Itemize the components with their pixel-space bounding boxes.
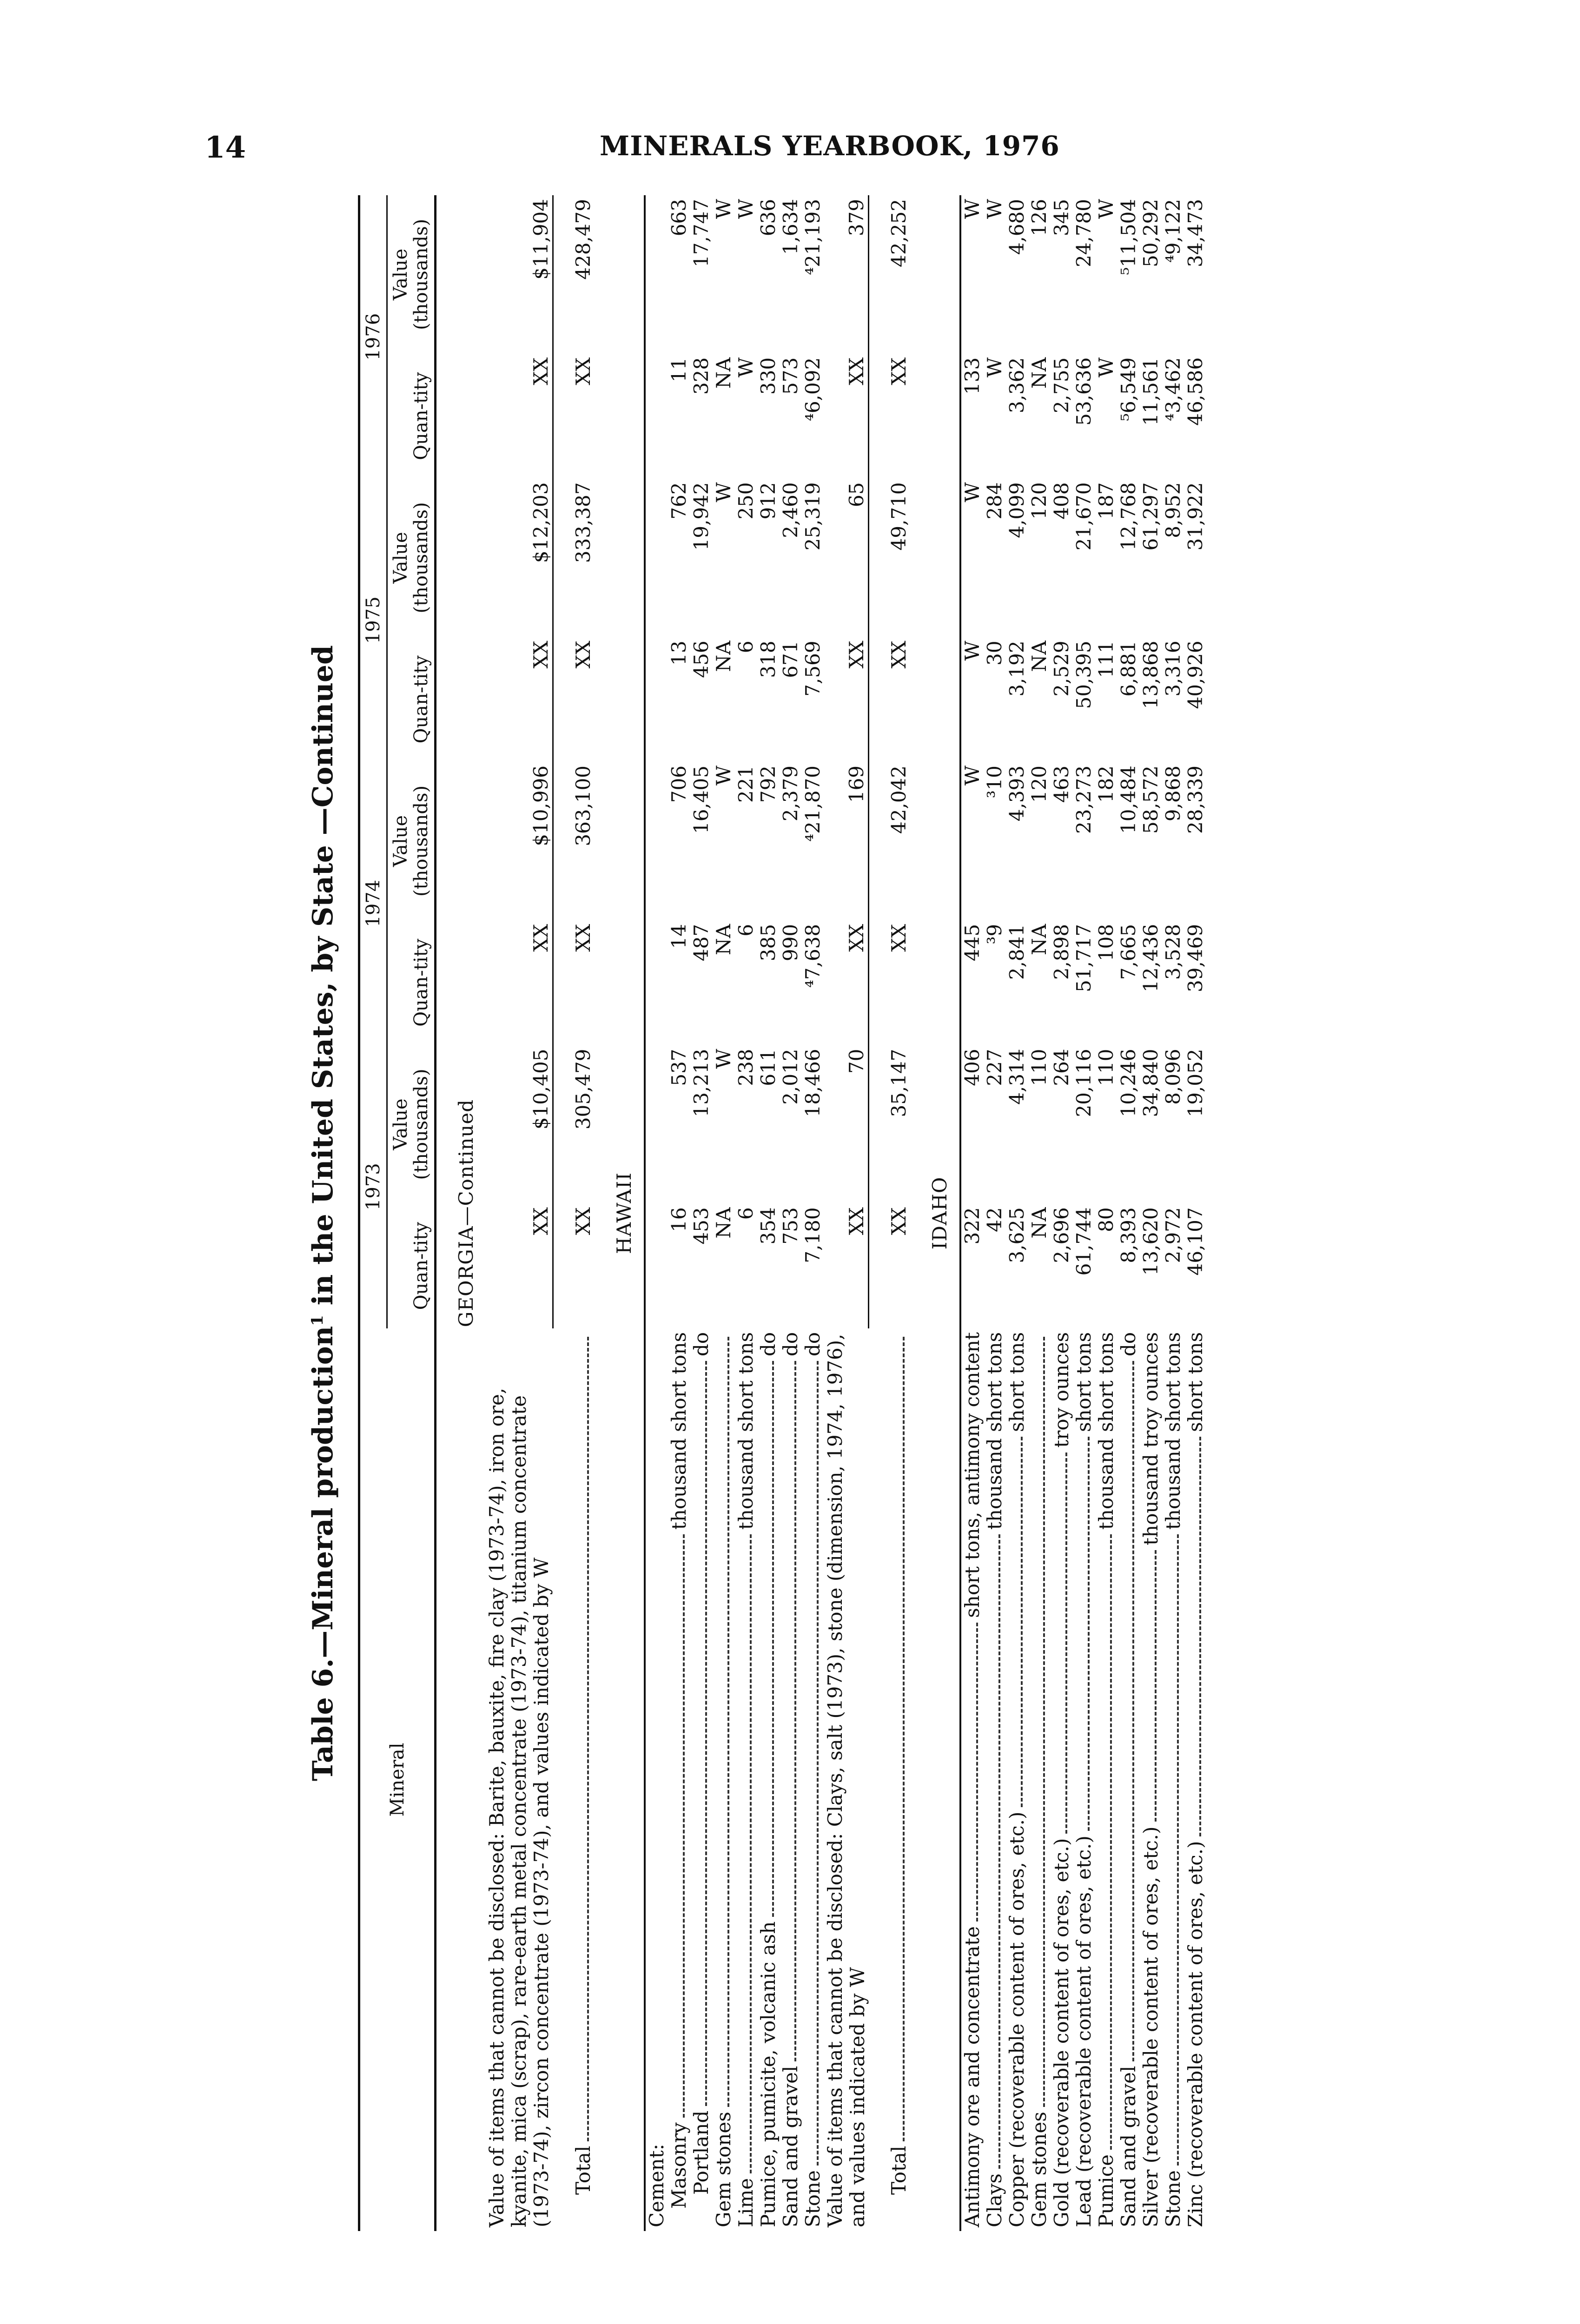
row-unit: thousand short tons [667, 1332, 690, 1530]
row-label: Portland [689, 2110, 713, 2195]
row-label: Gem stones [1028, 2112, 1051, 2227]
cell-value: 16 [667, 1207, 690, 1232]
table-row [735, 195, 757, 2231]
section-heading-hawaii: HAWAII [612, 1172, 635, 1254]
cell-value: XX [869, 354, 911, 479]
cell-value: 50,292 [1139, 199, 1162, 267]
row-unit: troy ounces [1050, 1332, 1073, 1448]
cell-value: W [712, 482, 735, 502]
row-label: Zinc (recoverable content of ores, etc.) [1184, 1841, 1207, 2227]
cell-value: 573 [779, 357, 802, 395]
cell-value: 61,744 [1072, 1207, 1095, 1276]
row-unit: thousand short tons [1095, 1332, 1117, 1530]
cell-value: 13,213 [689, 1049, 713, 1117]
cell-value: 34,840 [1139, 1049, 1162, 1117]
cell-value: 345 [1050, 199, 1073, 237]
cell-value: XX [845, 357, 868, 385]
row-unit: thousand troy ounces [1139, 1332, 1162, 1545]
cell-value: 25,319 [801, 482, 824, 551]
cell-value: $11,904 [529, 199, 552, 280]
cell-value: 4,099 [1005, 482, 1028, 538]
total-row [869, 195, 911, 2231]
cell-value: 39,469 [1184, 924, 1207, 992]
cell-value: 187 [1095, 482, 1117, 520]
cell-value: XX [529, 1207, 552, 1235]
cell-value: 7,665 [1117, 924, 1140, 980]
cell-value: 169 [845, 765, 868, 803]
cell-value: ⁵11,504 [1117, 199, 1140, 275]
cell-value: 250 [734, 482, 757, 520]
cell-value: XX [529, 357, 552, 385]
cell-value: 133 [961, 357, 984, 395]
cell-value: 463 [1050, 765, 1073, 803]
row-label: Gold (recoverable content of ores, etc.) [1050, 1838, 1073, 2227]
row-unit: short tons [1184, 1332, 1207, 1432]
table-row [984, 195, 1006, 2231]
table-row [486, 195, 553, 2231]
cell-value: 10,246 [1117, 1049, 1140, 1117]
cell-value: $10,405 [529, 1049, 552, 1130]
cell-value: XX [529, 924, 552, 952]
row-label: Copper (recoverable content of ores, etc.) [1005, 1811, 1028, 2227]
section-heading-georgia: GEORGIA—Continued [455, 1099, 477, 1327]
row-label: Sand and gravel [779, 2066, 802, 2227]
row-label: Lead (recoverable content of ores, etc.) [1072, 1835, 1095, 2227]
cell-value: 2,460 [779, 482, 802, 538]
cell-value: 6 [734, 924, 757, 937]
cell-value: 264 [1050, 1049, 1073, 1086]
row-label: Cement: [645, 2144, 668, 2227]
cell-value: 379 [845, 199, 868, 237]
cell-value: XX [529, 640, 552, 669]
cell-value: XX [845, 640, 868, 669]
table-row [780, 195, 802, 2231]
table-row [961, 195, 984, 2231]
cell-value: NA [712, 640, 735, 672]
column-header-quantity: Quan-tity [387, 354, 436, 479]
cell-value: NA [712, 1207, 735, 1239]
table-row [1140, 195, 1162, 2231]
table-row [713, 195, 735, 2231]
cell-value: 4,314 [1005, 1049, 1028, 1105]
cell-value: 333,387 [553, 479, 595, 637]
page-number: 14 [205, 130, 246, 165]
cell-value: NA [1028, 640, 1051, 672]
row-label: Antimony ore and concentrate [961, 1926, 984, 2227]
cell-value: 2,012 [779, 1049, 802, 1105]
column-header-value: Value (thousands) [387, 479, 436, 637]
cell-value: ⁴6,092 [801, 357, 824, 421]
total-row [553, 195, 595, 2231]
cell-value: 42,042 [869, 762, 911, 920]
cell-value: 12,436 [1139, 924, 1162, 992]
table-row [1184, 195, 1207, 2231]
row-label: Value of items that cannot be disclosed: Barite, bauxite, fire clay (1973-74), iron ore, kyanite, mica (scrap), rare-earth metal concentrate (1973-74), titanium concentrate (1973-74), zircon concentrate (1973-74), and values indicated by W [485, 1387, 553, 2227]
cell-value: ⁵6,549 [1117, 357, 1140, 421]
cell-value: 120 [1028, 765, 1051, 803]
row-unit: do [1117, 1332, 1140, 1357]
row-label: Gem stones [712, 2112, 735, 2227]
cell-value: 110 [1028, 1049, 1051, 1086]
row-label: Total [571, 2146, 595, 2195]
cell-value: 13,868 [1139, 640, 1162, 709]
table-row [1051, 195, 1073, 2231]
cell-value: 8,393 [1117, 1207, 1140, 1263]
cell-value: 2,696 [1050, 1207, 1073, 1263]
row-label: Stone [801, 2170, 824, 2227]
cell-value: 14 [667, 924, 690, 949]
cell-value: W [983, 357, 1006, 378]
cell-value: 792 [756, 765, 780, 803]
cell-value: $10,996 [529, 765, 552, 846]
cell-value: 363,100 [553, 762, 595, 920]
cell-value: 456 [689, 640, 713, 678]
table-row [757, 195, 780, 2231]
column-header-value: Value (thousands) [387, 762, 436, 920]
row-unit: do [689, 1332, 713, 1357]
cell-value: 2,841 [1005, 924, 1028, 980]
cell-value: 70 [845, 1049, 868, 1074]
cell-value: 990 [779, 924, 802, 962]
cell-value: W [961, 765, 984, 786]
row-unit: short tons, antimony content [961, 1332, 984, 1618]
table-row [646, 195, 668, 2231]
cell-value: W [961, 199, 984, 219]
cell-value: W [734, 357, 757, 378]
cell-value: NA [1028, 924, 1051, 955]
cell-value: XX [553, 1203, 595, 1328]
cell-value: 13 [667, 640, 690, 666]
cell-value: 2,755 [1050, 357, 1073, 414]
cell-value: 238 [734, 1049, 757, 1086]
cell-value: 2,379 [779, 765, 802, 822]
column-header-quantity: Quan-tity [387, 920, 436, 1045]
cell-value: 108 [1095, 924, 1117, 962]
table-row [1028, 195, 1051, 2231]
table-row [1095, 195, 1117, 2231]
cell-value: 40,926 [1184, 640, 1207, 709]
row-label: Silver (recoverable content of ores, etc.) [1139, 1826, 1162, 2227]
cell-value: 318 [756, 640, 780, 678]
cell-value: 3,192 [1005, 640, 1028, 697]
cell-value: 221 [734, 765, 757, 803]
table-row [1162, 195, 1184, 2231]
cell-value: 2,972 [1162, 1207, 1184, 1263]
cell-value: W [1095, 199, 1117, 219]
cell-value: 762 [667, 482, 690, 520]
row-label: Masonry [667, 2122, 690, 2209]
cell-value: XX [845, 924, 868, 952]
cell-value: 11 [667, 357, 690, 383]
cell-value: 50,395 [1072, 640, 1095, 709]
row-unit: thousand short tons [983, 1332, 1006, 1530]
rotated-table-page [297, 195, 1520, 2231]
row-label: Sand and gravel [1117, 2066, 1140, 2227]
column-header-year-1975: 1975 [359, 479, 387, 762]
cell-value: ⁴21,870 [801, 765, 824, 842]
cell-value: 19,052 [1184, 1049, 1207, 1117]
cell-value: 111 [1095, 640, 1117, 678]
cell-value: 34,473 [1184, 199, 1207, 267]
row-unit: thousand short tons [734, 1332, 757, 1530]
cell-value: 51,717 [1072, 924, 1095, 992]
column-header-quantity: Quan-tity [387, 1203, 436, 1328]
table-row [690, 195, 713, 2231]
cell-value: 10,484 [1117, 765, 1140, 834]
cell-value: W [712, 199, 735, 219]
row-label: Pumice [1095, 2154, 1117, 2227]
cell-value: $12,203 [529, 482, 552, 563]
cell-value: 912 [756, 482, 780, 520]
table-row [1117, 195, 1140, 2231]
cell-value: ⁴3,462 [1162, 357, 1184, 421]
cell-value: NA [1028, 1207, 1051, 1239]
cell-value: 3,528 [1162, 924, 1184, 980]
cell-value: 24,780 [1072, 199, 1095, 267]
table-row [668, 195, 690, 2231]
cell-value: 537 [667, 1049, 690, 1086]
cell-value: 42 [983, 1207, 1006, 1232]
cell-value: 182 [1095, 765, 1117, 803]
cell-value: 30 [983, 640, 1006, 666]
running-head: MINERALS YEARBOOK, 1976 [600, 130, 1060, 162]
cell-value: 31,922 [1184, 482, 1207, 551]
row-label: Clays [983, 2173, 1006, 2227]
row-unit: do [801, 1332, 824, 1357]
cell-value: 2,898 [1050, 924, 1073, 980]
cell-value: NA [712, 924, 735, 955]
mineral-production-table [358, 195, 1207, 2231]
cell-value: 11,561 [1139, 357, 1162, 426]
cell-value: 322 [961, 1207, 984, 1245]
table-row [802, 195, 824, 2231]
table-row [824, 195, 869, 2231]
cell-value: 12,768 [1117, 482, 1140, 551]
cell-value: XX [553, 354, 595, 479]
cell-value: 671 [779, 640, 802, 678]
cell-value: 1,634 [779, 199, 802, 255]
column-header-year-1976: 1976 [359, 195, 387, 479]
cell-value: 8,096 [1162, 1049, 1184, 1105]
cell-value: XX [553, 920, 595, 1045]
column-header-value: Value (thousands) [387, 1045, 436, 1203]
cell-value: 385 [756, 924, 780, 962]
cell-value: 428,479 [553, 195, 595, 354]
column-header-mineral: Mineral [359, 1328, 436, 2231]
cell-value: 6 [734, 1207, 757, 1220]
cell-value: 17,747 [689, 199, 713, 267]
cell-value: 636 [756, 199, 780, 237]
row-label: Total [887, 2146, 910, 2195]
row-unit: thousand short tons [1162, 1332, 1184, 1530]
cell-value: 58,572 [1139, 765, 1162, 834]
cell-value: 13,620 [1139, 1207, 1162, 1276]
table-row [1006, 195, 1028, 2231]
cell-value: W [712, 765, 735, 786]
cell-value: 53,636 [1072, 357, 1095, 426]
cell-value: 408 [1050, 482, 1073, 520]
cell-value: 126 [1028, 199, 1051, 237]
cell-value: 328 [689, 357, 713, 395]
cell-value: 330 [756, 357, 780, 395]
cell-value: XX [869, 920, 911, 1045]
cell-value: ⁴21,193 [801, 199, 824, 275]
cell-value: 445 [961, 924, 984, 962]
cell-value: 61,297 [1139, 482, 1162, 551]
cell-value: 487 [689, 924, 713, 962]
cell-value: 406 [961, 1049, 984, 1086]
cell-value: 8,952 [1162, 482, 1184, 538]
cell-value: XX [553, 637, 595, 762]
cell-value: 663 [667, 199, 690, 237]
cell-value: W [961, 640, 984, 661]
cell-value: 3,625 [1005, 1207, 1028, 1263]
cell-value: XX [869, 1203, 911, 1328]
cell-value: 753 [779, 1207, 802, 1245]
cell-value: ⁴9,122 [1162, 199, 1184, 263]
cell-value: W [734, 199, 757, 219]
row-label: Pumice, pumicite, volcanic ash [756, 1921, 780, 2227]
column-header-year-1974: 1974 [359, 762, 387, 1045]
cell-value: W [983, 199, 1006, 219]
row-unit: short tons [1072, 1332, 1095, 1432]
cell-value: 80 [1095, 1207, 1117, 1232]
cell-value: 110 [1095, 1049, 1117, 1086]
cell-value: 21,670 [1072, 482, 1095, 551]
cell-value: 6,881 [1117, 640, 1140, 697]
cell-value: 20,116 [1072, 1049, 1095, 1117]
cell-value: 3,316 [1162, 640, 1184, 697]
row-unit: do [756, 1332, 780, 1357]
row-unit: do [779, 1332, 802, 1357]
cell-value: 28,339 [1184, 765, 1207, 834]
table-row [1073, 195, 1095, 2231]
row-label: Lime [734, 2178, 757, 2227]
cell-value: NA [712, 357, 735, 389]
cell-value: 611 [756, 1049, 780, 1086]
column-header-year-1973: 1973 [359, 1045, 387, 1328]
cell-value: XX [845, 1207, 868, 1235]
cell-value: 35,147 [869, 1045, 911, 1203]
cell-value: 4,393 [1005, 765, 1028, 822]
cell-value: ⁴7,638 [801, 924, 824, 988]
column-header-value: Value (thousands) [387, 195, 436, 354]
cell-value: 354 [756, 1207, 780, 1245]
section-heading-idaho: IDAHO [928, 1176, 951, 1250]
cell-value: 16,405 [689, 765, 713, 834]
row-unit: short tons [1005, 1332, 1028, 1432]
cell-value: 23,273 [1072, 765, 1095, 834]
cell-value: 120 [1028, 482, 1051, 520]
cell-value: W [712, 1049, 735, 1069]
cell-value: 305,479 [553, 1045, 595, 1203]
cell-value: 7,569 [801, 640, 824, 697]
column-header-quantity: Quan-tity [387, 637, 436, 762]
cell-value: 42,252 [869, 195, 911, 354]
cell-value: 49,710 [869, 479, 911, 637]
cell-value: 6 [734, 640, 757, 654]
cell-value: 706 [667, 765, 690, 803]
cell-value: 7,180 [801, 1207, 824, 1263]
cell-value: 284 [983, 482, 1006, 520]
table-caption: Table 6.—Mineral production$^1$ in the United States, by State —Continued [307, 645, 339, 1782]
cell-value: 18,466 [801, 1049, 824, 1117]
cell-value: 4,680 [1005, 199, 1028, 255]
cell-value: ³10 [983, 765, 1006, 799]
cell-value: 453 [689, 1207, 713, 1245]
row-label: Value of items that cannot be disclosed: Clays, salt (1973), stone (dimension, 1974, 1976), and values indicated by W [823, 1334, 869, 2227]
cell-value: 46,586 [1184, 357, 1207, 426]
cell-value: XX [869, 637, 911, 762]
cell-value: 9,868 [1162, 765, 1184, 822]
cell-value: W [1095, 357, 1117, 378]
cell-value: ³9 [983, 924, 1006, 944]
cell-value: 65 [845, 482, 868, 507]
cell-value: 227 [983, 1049, 1006, 1086]
cell-value: 46,107 [1184, 1207, 1207, 1276]
cell-value: 2,529 [1050, 640, 1073, 697]
row-label: Stone [1162, 2170, 1184, 2227]
cell-value: 19,942 [689, 482, 713, 551]
cell-value: NA [1028, 357, 1051, 389]
cell-value: 3,362 [1005, 357, 1028, 414]
cell-value: W [961, 482, 984, 502]
